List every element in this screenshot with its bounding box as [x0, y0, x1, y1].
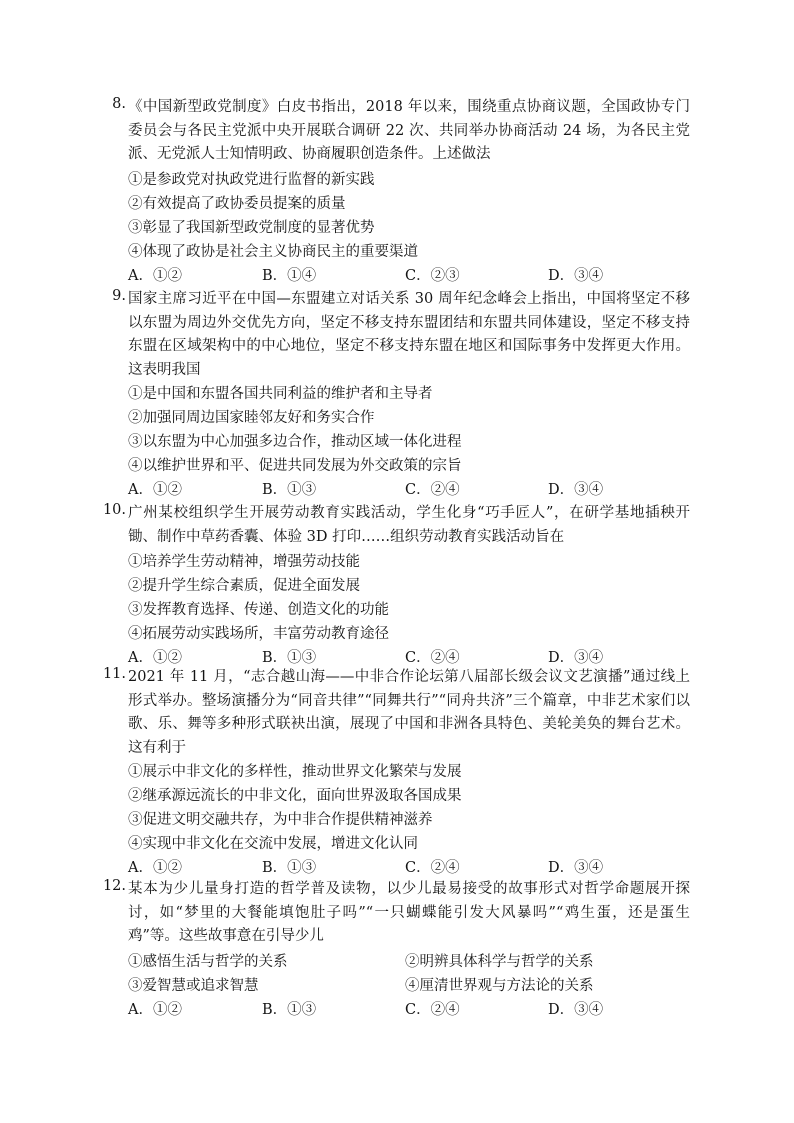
choice-a: A．①② — [128, 268, 182, 284]
choice-d: D．③④ — [548, 650, 604, 666]
question-stem: 《中国新型政党制度》白皮书指出，2018 年以来，围绕重点协商议题，全国政协专门委员会与各民主党派中央开展联合调研 22 次、共同举办协商活动 24 场，为各民主党派、无党派人士知情明政、协商履职创造条件。上述做法 — [128, 99, 690, 162]
option-4: ④厘清世界观与方法论的关系 — [405, 978, 594, 994]
option-4: ④实现中非文化在交流中发展，增进文化认同 — [128, 836, 418, 852]
option-3: ③促进文明交融共存，为中非合作提供精神滋养 — [128, 812, 433, 828]
option-3: ③爱智慧或追求智慧 — [128, 978, 259, 994]
question-number: 8. — [112, 96, 126, 112]
choice-c: C．②④ — [405, 1002, 460, 1018]
choice-b: B．①③ — [262, 650, 317, 666]
question-stem: 某本为少儿量身打造的哲学普及读物，以少儿最易接受的故事形式对哲学命题展开探讨，如“梦里的大餐能填饱肚子吗”“一只蝴蝶能引发大风暴吗”“鸡生蛋，还是蛋生鸡”等。这些故事意在引导少儿 — [128, 881, 690, 944]
question-number: 12. — [102, 878, 126, 894]
choice-a: A．①② — [128, 650, 182, 666]
question-stem: 国家主席习近平在中国—东盟建立对话关系 30 周年纪念峰会上指出，中国将坚定不移以东盟为周边外交优先方向，坚定不移支持东盟团结和东盟共同体建设，坚定不移支持东盟在区域架构中的中心地位，坚定不移支持东盟在地区和国际事务中发挥更大作用。这表明我国 — [128, 291, 690, 378]
option-1: ①是中国和东盟各国共同利益的维护者和主导者 — [128, 386, 433, 402]
question-stem: 广州某校组织学生开展劳动教育实践活动，学生化身“巧手匠人”，在研学基地插秧开锄、制作中草药香囊、体验 3D 打印……组织劳动教育实践活动旨在 — [128, 505, 690, 545]
answer-choices — [128, 998, 668, 1022]
choice-d: D．③④ — [548, 1002, 604, 1018]
option-4: ④拓展劳动实践场所，丰富劳动教育途径 — [128, 626, 389, 642]
choice-b: B．①③ — [262, 860, 317, 876]
answer-choices — [128, 264, 668, 288]
choice-b: B．①③ — [262, 1002, 317, 1018]
answer-choices — [128, 856, 668, 880]
answer-choices — [128, 478, 668, 502]
option-2: ②加强同周边国家睦邻友好和务实合作 — [128, 410, 375, 426]
option-1: ①培养学生劳动精神，增强劳动技能 — [128, 554, 360, 570]
option-1: ①是参政党对执政党进行监督的新实践 — [128, 172, 375, 188]
choice-b: B．①④ — [262, 268, 317, 284]
choice-d: D．③④ — [548, 860, 604, 876]
option-row — [128, 974, 668, 998]
choice-c: C．②④ — [405, 650, 460, 666]
option-3: ③以东盟为中心加强多边合作，推动区域一体化进程 — [128, 434, 462, 450]
option-3: ③彰显了我国新型政党制度的显著优势 — [128, 220, 375, 236]
option-4: ④以维护世界和平、促进共同发展为外交政策的宗旨 — [128, 458, 462, 474]
question-stem: 2021 年 11 月，“志合越山海——中非合作论坛第八届部长级会议文艺演播”通过线上形式举办。整场演播分为“同音共律”“同舞共行”“同舟共济”三个篇章，中非艺术家们以歌、乐、舞等多种形式联袂出演，展现了中国和非洲各具特色、美轮美奂的舞台艺术。这有利于 — [128, 669, 690, 756]
choice-c: C．②④ — [405, 482, 460, 498]
option-1: ①感悟生活与哲学的关系 — [128, 954, 288, 970]
choice-a: A．①② — [128, 1002, 182, 1018]
question-number: 10. — [102, 502, 126, 518]
option-2: ②明辨具体科学与哲学的关系 — [405, 954, 594, 970]
option-1: ①展示中非文化的多样性，推动世界文化繁荣与发展 — [128, 764, 462, 780]
choice-d: D．③④ — [548, 268, 604, 284]
choice-c: C．②④ — [405, 860, 460, 876]
option-list — [128, 950, 668, 1022]
choice-b: B．①③ — [262, 482, 317, 498]
option-3: ③发挥教育选择、传递、创造文化的功能 — [128, 602, 389, 618]
choice-d: D．③④ — [548, 482, 604, 498]
option-list — [128, 168, 668, 288]
option-2: ②提升学生综合素质，促进全面发展 — [128, 578, 360, 594]
option-4: ④体现了政协是社会主义协商民主的重要渠道 — [128, 244, 418, 260]
option-list — [128, 760, 668, 880]
choice-a: A．①② — [128, 860, 182, 876]
choice-c: C．②③ — [405, 268, 460, 284]
option-row — [128, 950, 668, 974]
option-2: ②继承源远流长的中非文化，面向世界汲取各国成果 — [128, 788, 462, 804]
option-list — [128, 550, 668, 670]
option-list — [128, 382, 668, 502]
question-number: 11. — [102, 666, 126, 682]
choice-a: A．①② — [128, 482, 182, 498]
question-number: 9. — [112, 288, 126, 304]
option-2: ②有效提高了政协委员提案的质量 — [128, 196, 346, 212]
